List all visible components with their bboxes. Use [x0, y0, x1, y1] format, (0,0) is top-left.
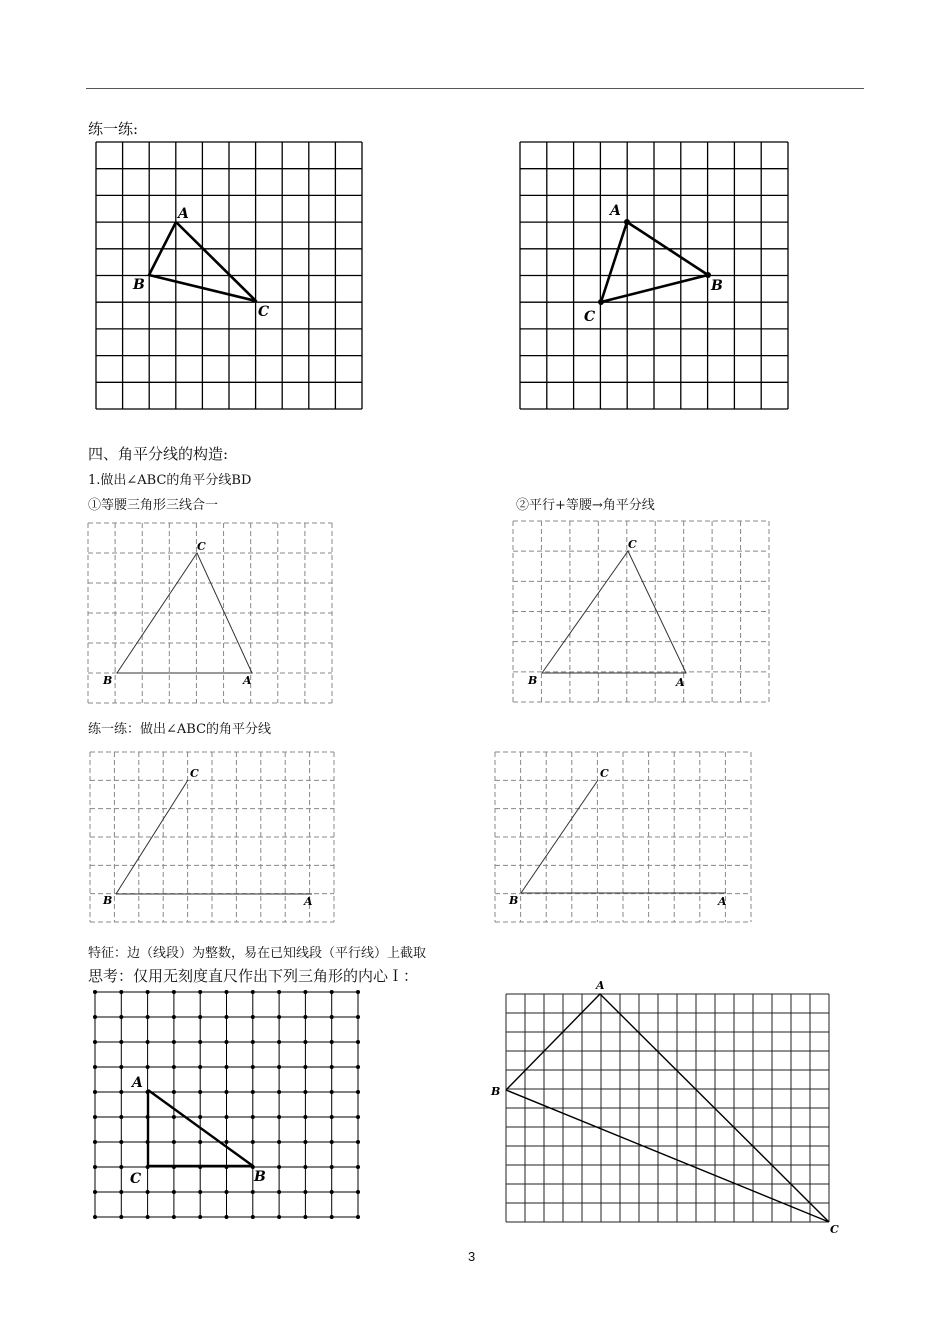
practice2-heading: 练一练：做出∠ABC的角平分线 [88, 722, 272, 737]
grid-3 [88, 523, 332, 703]
grid-7-dot [93, 1090, 97, 1094]
fig7-label-c: C [130, 1171, 142, 1187]
page-number: 3 [468, 1249, 476, 1264]
section4-title: 四、角平分线的构造: [88, 445, 229, 463]
fig1-label-b: B [133, 277, 145, 293]
grid-7-dot [330, 990, 334, 994]
grid-7-dot [277, 1165, 281, 1169]
grid-7-dot [356, 990, 360, 994]
grid-7-dot [251, 1115, 255, 1119]
grid-7-dot [330, 1165, 334, 1169]
grid-7-dot [277, 1090, 281, 1094]
grid-7-dot [330, 1090, 334, 1094]
fig7-label-a: A [132, 1075, 143, 1091]
grid-7-dot [356, 1140, 360, 1144]
grid-7-dot [303, 1040, 307, 1044]
grid-7-dot [198, 1140, 202, 1144]
grid-7-dot [303, 1165, 307, 1169]
grid-7-dot [225, 1015, 229, 1019]
grid-7-dot [93, 1040, 97, 1044]
grid-7-dot [225, 1190, 229, 1194]
grid-7-dot [225, 1140, 229, 1144]
grid-7-dot [93, 1015, 97, 1019]
grid-7-dot [93, 1115, 97, 1119]
grid-7-dot [146, 1040, 150, 1044]
grid-7-dot [172, 1015, 176, 1019]
grid-7-dot [119, 1190, 123, 1194]
grid-7-dot [303, 1215, 307, 1219]
fig8-label-c: C [830, 1223, 839, 1236]
grid-7-dot [251, 1015, 255, 1019]
grid-7-dot [172, 1190, 176, 1194]
grid-7-dot [303, 1115, 307, 1119]
grid-7-dot [119, 990, 123, 994]
fig6-label-c: C [600, 767, 609, 780]
fig2-label-c: C [584, 309, 596, 325]
fig1-label-c: C [258, 304, 270, 320]
grid-7-dot [356, 1065, 360, 1069]
grid-7-dot [172, 1040, 176, 1044]
fig2-label-a: A [610, 203, 621, 219]
grid-7-dot [330, 1065, 334, 1069]
fig4-label-c: C [628, 538, 637, 551]
grid-7-dot [303, 1140, 307, 1144]
grid-2 [520, 142, 788, 409]
grid-7-dot [330, 1215, 334, 1219]
grid-7-dot [172, 1140, 176, 1144]
grid-7-dot [251, 1040, 255, 1044]
grid-7-dot [119, 1090, 123, 1094]
grid-7-dot [172, 990, 176, 994]
grid-6 [495, 752, 751, 922]
fig2-point-c [598, 299, 604, 305]
grid-7-dot [172, 1215, 176, 1219]
grid-7-dot [93, 1215, 97, 1219]
fig5-label-a: A [304, 895, 313, 908]
grid-7-dot [330, 1040, 334, 1044]
grid-7-dot [277, 1140, 281, 1144]
grid-7-dot [172, 1090, 176, 1094]
grid-7-dot [119, 1040, 123, 1044]
grid-4 [513, 521, 769, 702]
grid-7-dot [330, 1140, 334, 1144]
grid-7-dot [277, 1065, 281, 1069]
grid-7-dot [146, 1190, 150, 1194]
fig3-label-c: C [197, 540, 206, 553]
fig8-label-a: A [596, 979, 605, 992]
grid-7-dot [172, 1115, 176, 1119]
grid-7-dot [119, 1140, 123, 1144]
fig5-label-b: B [103, 894, 113, 907]
grid-7-dot [93, 990, 97, 994]
grid-7-dot [225, 1065, 229, 1069]
grid-7-dot [93, 1165, 97, 1169]
grid-7-dot [225, 990, 229, 994]
grid-7-dot [277, 1015, 281, 1019]
grid-7-dot [330, 1190, 334, 1194]
grid-7-dot [198, 1015, 202, 1019]
grid-7-dot [251, 1090, 255, 1094]
grid-7-dot [146, 1015, 150, 1019]
grid-7-dot [198, 1065, 202, 1069]
grid-7-dot [93, 1140, 97, 1144]
grid-7-dot [119, 1065, 123, 1069]
fig5-label-c: C [190, 767, 199, 780]
grid-7-dot [251, 1190, 255, 1194]
grid-7-dot [198, 1190, 202, 1194]
grid-7-dot [251, 1065, 255, 1069]
grid-7-dot [146, 990, 150, 994]
grid-7-dot [93, 1190, 97, 1194]
fig8-label-b: B [491, 1085, 501, 1098]
grid-7-dot [93, 1065, 97, 1069]
grid-7-dot [119, 1015, 123, 1019]
grid-7-dot [225, 1090, 229, 1094]
problem1-text: 1.做出∠ABC的角平分线BD [88, 473, 252, 488]
grid-7-dot [119, 1165, 123, 1169]
grid-7-dot [198, 1090, 202, 1094]
method1-text: ①等腰三角形三线合一 [88, 498, 219, 513]
fig3-label-a: A [243, 674, 252, 687]
grid-7-dot [277, 1040, 281, 1044]
grid-7-dot [303, 1090, 307, 1094]
grid-7-dot [251, 1140, 255, 1144]
grid-7-dot [146, 1065, 150, 1069]
fig7-label-b: B [254, 1169, 266, 1185]
grid-7-dot [303, 1065, 307, 1069]
feature-note: 特征：边（线段）为整数，易在已知线段（平行线）上截取 [88, 946, 427, 961]
grid-7-dot [356, 1190, 360, 1194]
fig3-label-b: B [103, 674, 113, 687]
figure-1-triangle [132, 206, 269, 320]
grid-7-dot [225, 1115, 229, 1119]
grid-7-dot [251, 990, 255, 994]
grid-7-dot [198, 990, 202, 994]
grid-7-dot [330, 1115, 334, 1119]
figure-4-triangle [527, 538, 686, 689]
fig4-label-a: A [676, 676, 685, 689]
grid-7-dot [303, 990, 307, 994]
grid-7-dot [303, 1190, 307, 1194]
grid-7-dot [277, 1115, 281, 1119]
grid-7-dot [356, 1040, 360, 1044]
grid-7-dot [198, 1040, 202, 1044]
grid-7-dot [356, 1115, 360, 1119]
grid-5 [90, 752, 334, 922]
fig4-label-b: B [528, 674, 538, 687]
grid-8 [506, 994, 829, 1222]
fig2-label-b: B [711, 278, 723, 294]
fig1-label-a: A [178, 206, 189, 222]
grid-7-dot [251, 1215, 255, 1219]
grid-7-dot [198, 1115, 202, 1119]
grid-7-dot [330, 1015, 334, 1019]
fig6-label-a: A [718, 895, 727, 908]
grid-7-dot [356, 1215, 360, 1219]
fig6-label-b: B [509, 894, 519, 907]
grid-7-dot [356, 1015, 360, 1019]
grid-7-dot [356, 1165, 360, 1169]
grid-7-dot [303, 1015, 307, 1019]
grid-7-dot [277, 990, 281, 994]
grid-7-dot [277, 1215, 281, 1219]
grid-7-dot [172, 1065, 176, 1069]
grid-7-dot [356, 1090, 360, 1094]
grid-7-dot [119, 1215, 123, 1219]
method2-text: ②平行+等腰→角平分线 [516, 498, 655, 513]
thinking-question: 思考：仅用无刻度直尺作出下列三角形的内心Ｉ： [88, 967, 419, 985]
grid-7-dot [146, 1215, 150, 1219]
practice1-heading: 练一练: [88, 120, 139, 138]
grid-7-dot [225, 1215, 229, 1219]
grid-7-dot [119, 1115, 123, 1119]
grid-7-dot [225, 1040, 229, 1044]
grid-7-dot [198, 1215, 202, 1219]
fig2-point-a [624, 219, 630, 225]
grid-7-dot [277, 1190, 281, 1194]
